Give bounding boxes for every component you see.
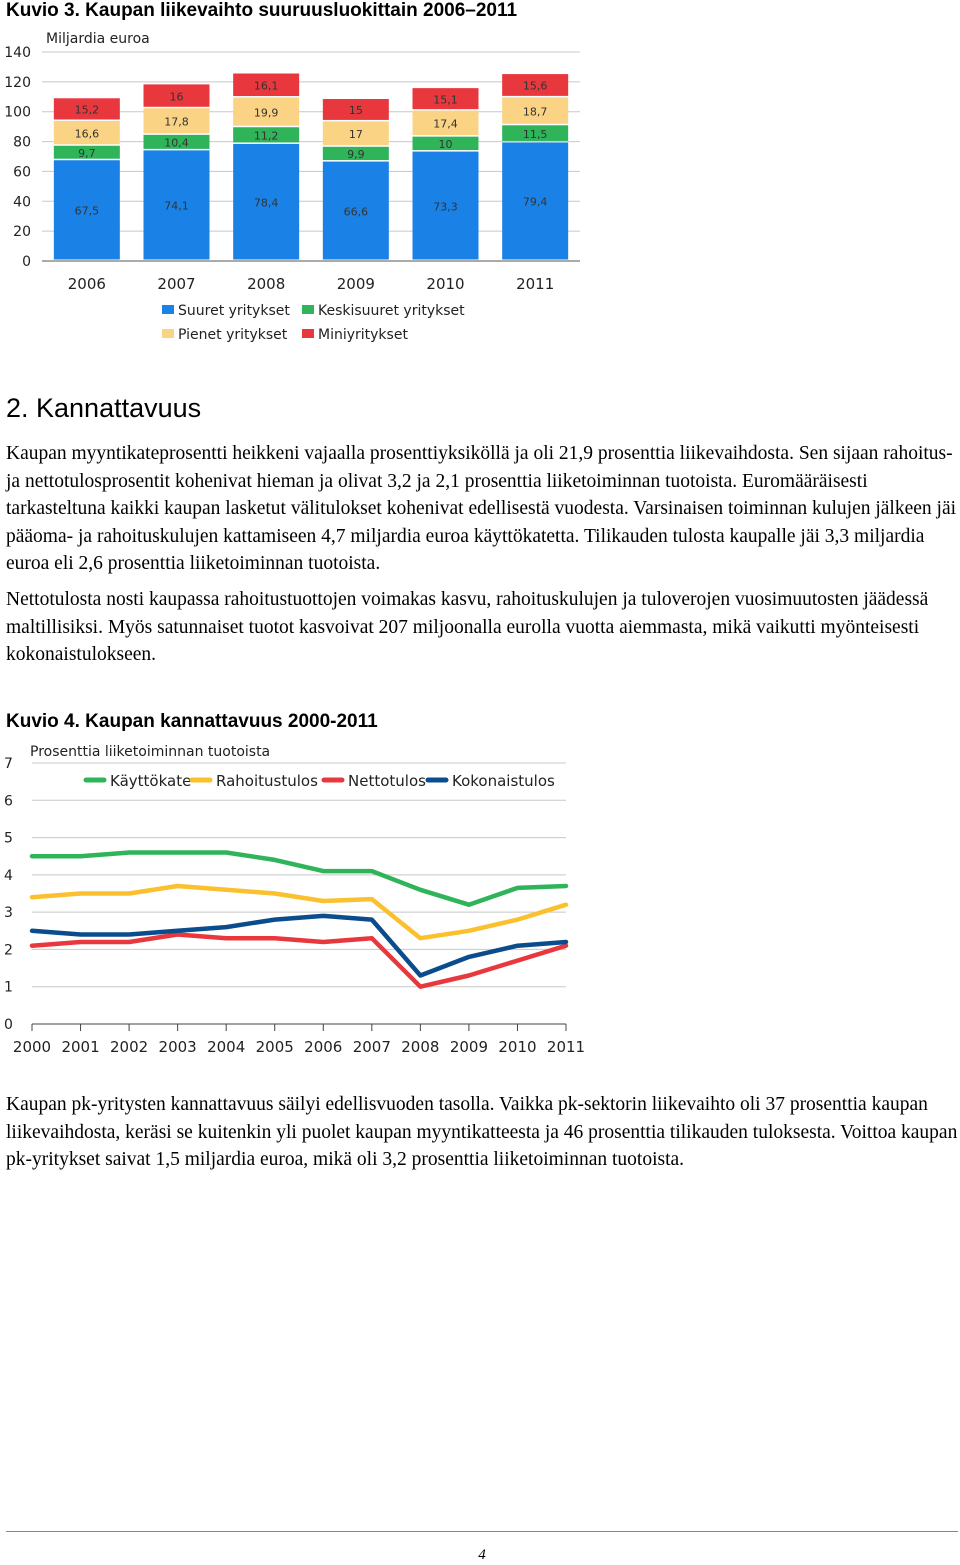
x-tick-label: 2005 [255,1038,294,1056]
y-axis-tick-labels [4,45,31,270]
data-label: 18,7 [522,105,548,119]
data-label: 17 [348,128,363,142]
y-tick-label: 140 [4,45,31,61]
legend-label: Pienet yritykset [178,327,288,343]
y-axis-tick-labels [4,756,13,1033]
series-line [32,935,566,987]
y-tick-label: 120 [4,74,31,91]
x-tick-label: 2007 [157,275,196,293]
data-label: 19,9 [253,106,279,120]
x-tick-label: 2006 [304,1038,343,1056]
legend-label: Miniyritykset [318,327,408,343]
data-label: 74,1 [164,199,189,213]
legend [86,772,555,790]
y-tick-label: 3 [4,905,13,922]
x-tick-label: 2000 [12,1038,52,1056]
legend-label: Kokonaistulos [452,772,555,790]
y-tick-label: 80 [13,134,31,151]
data-label: 10 [438,138,453,152]
series-lines [32,853,566,987]
x-tick-label: 2002 [109,1038,149,1056]
x-tick-label: 2008 [401,1038,440,1056]
y-axis-label: Prosenttia liiketoiminnan tuotoista [30,744,271,760]
paragraph: Kaupan pk-yritysten kannattavuus säilyi edellisvuoden tasolla. Vaikka pk-sektorin liikevaihto oli 37 prosenttia kaupan liikevaihdosta, keräsi se kuitenkin yli puolet kaupan myyntikatteesta ja 46 prosenttia tilikauden tuloksesta. Voittoa kaupan pk-yritykset saivat 1,5 miljardia euroa, mikä oli 3,2 prosenttia liiketoiminnan tuotoista. [6,1094,958,1170]
data-label: 16,6 [74,127,100,141]
data-label: 73,3 [433,200,458,214]
data-label: 78,4 [253,196,279,210]
legend-label: Käyttökate [110,772,192,790]
data-label: 66,6 [343,205,369,219]
legend-label: Nettotulos [348,772,426,790]
data-label: 17,4 [433,117,458,131]
data-label: 15,6 [522,79,548,93]
data-label: 15,1 [433,93,458,107]
y-gridlines [42,52,580,261]
y-tick-label: 60 [13,164,31,181]
y-tick-label: 4 [4,867,13,884]
data-label: 10,4 [164,136,189,150]
y-tick-label: 2 [4,942,13,959]
paragraph: Kaupan myyntikateprosentti heikkeni vajaalla prosenttiyksiköllä ja oli 21,9 prosenttia liikevaihdosta. Sen sijaan rahoitus- ja nettotulosprosentit kohenivat hieman ja olivat 3,2 ja 2,1 prosenttia liiketoiminnan tuotoista. Euromääräisesti tarkasteltuna kaikki kaupan lasketut välitulokset kohenivat edellisestä vuodesta. Varsinaisen toiminnan kulujen jälkeen jäi pääoma- ja rahoituskulujen kattamiseen 4,7 miljardia euroa käyttökatetta. Tilikauden tulosta kaupalle jäi 3,3 miljardia euroa eli 2,6 prosenttia liiketoiminnan tuotoista. [6,443,957,574]
x-tick-label: 2007 [352,1038,391,1056]
data-label: 79,4 [522,195,548,209]
legend-swatch [302,329,314,338]
figure-3-title: Kuvio 3. Kaupan liikevaihto suuruusluokittain 2006–2011 [6,0,518,21]
data-label: 9,9 [347,148,365,162]
figure-3-bar-chart [0,28,600,350]
x-tick-label: 2010 [498,1038,537,1056]
legend-swatch [302,305,314,314]
y-tick-label: 6 [4,793,13,810]
x-tick-label: 2003 [158,1038,197,1056]
x-tick-label: 2011 [546,1038,586,1056]
legend-label: Suuret yritykset [178,303,290,319]
y-tick-label: 1 [4,979,13,996]
x-tick-label: 2009 [449,1038,489,1056]
figure-4-line-chart [0,738,600,1063]
data-label: 15,2 [74,103,100,117]
section-heading: 2. Kannattavuus [6,393,202,423]
x-tick-label: 2011 [516,275,555,293]
x-tick-label: 2009 [336,275,375,293]
x-axis-tick-labels [68,275,555,293]
data-label: 67,5 [74,204,100,218]
data-label: 17,8 [164,115,189,129]
data-label: 15 [348,104,363,118]
paragraph: Nettotulosta nosti kaupassa rahoitustuottojen voimakas kasvu, rahoituskulujen ja tuloverojen vuosimuutosten jäädessä maltillisiksi. Myös satunnaiset tuotot kasvoivat 207 miljoonalla eurolla vuotta aiemmasta, mikä vaikutti myönteisesti kokonaistulokseen. [6,589,929,665]
data-label: 9,7 [78,146,96,160]
y-tick-label: 40 [13,194,31,211]
y-tick-label: 100 [4,104,31,121]
y-tick-label: 0 [22,254,31,270]
data-label: 11,2 [253,129,279,143]
figure-4-title: Kuvio 4. Kaupan kannattavuus 2000-2011 [6,711,378,732]
x-tick-label: 2008 [247,275,286,293]
y-axis-label: Miljardia euroa [46,31,150,47]
y-tick-label: 7 [4,756,13,772]
legend-label: Rahoitustulos [216,772,318,790]
legend-swatch [162,305,174,314]
x-tick-label: 2001 [61,1038,100,1056]
y-tick-label: 0 [4,1017,13,1033]
x-axis [13,1024,585,1056]
y-tick-label: 20 [13,224,31,241]
legend-swatch [162,329,174,338]
x-tick-label: 2004 [207,1038,246,1056]
data-label: 16,1 [253,79,279,93]
data-label: 16 [169,90,184,104]
page-number: 4 [478,1547,486,1563]
y-tick-label: 5 [4,830,13,847]
legend-label: Keskisuuret yritykset [318,303,465,319]
x-tick-label: 2010 [426,275,465,293]
footer-divider [6,1531,958,1532]
legend [162,303,465,343]
x-tick-label: 2006 [67,275,106,293]
data-label: 11,5 [522,127,548,141]
